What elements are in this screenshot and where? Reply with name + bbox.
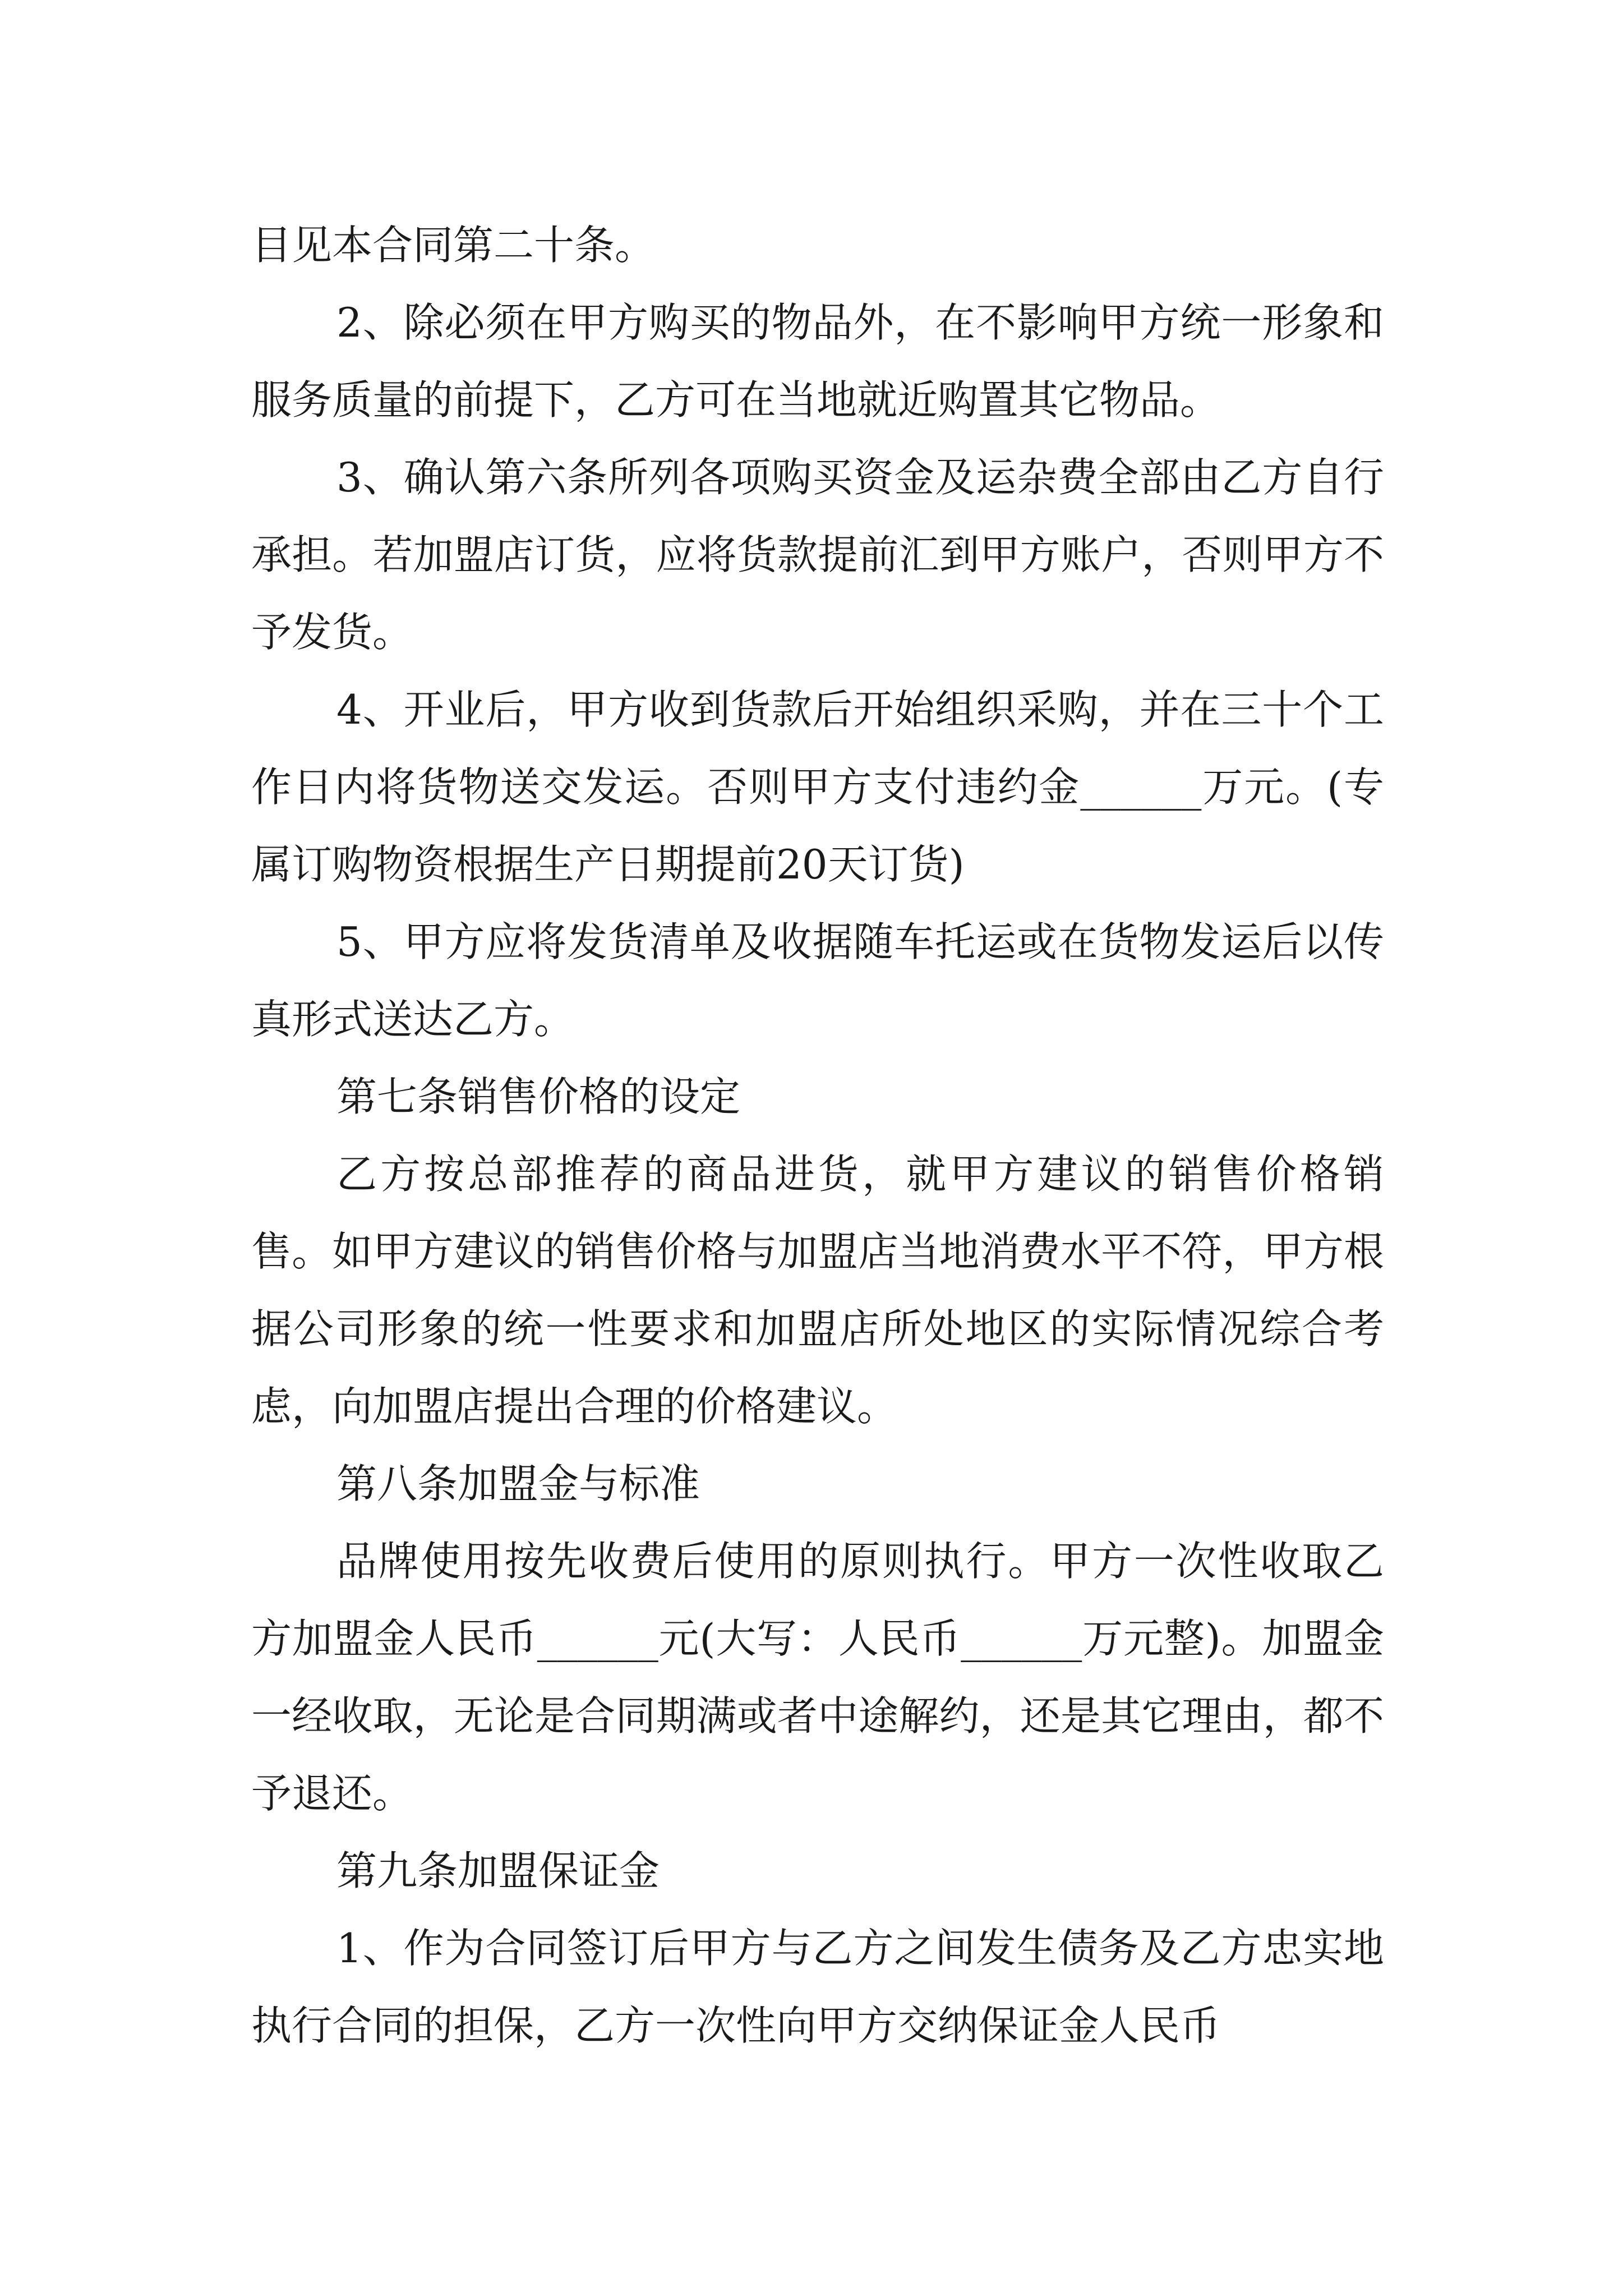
paragraph-continuation: 目见本合同第二十条。	[251, 222, 656, 269]
section-heading-article-8: 第八条加盟金与标准	[336, 1460, 700, 1507]
paragraph-item-2: 2、除必须在甲方购买的物品外，在不影响甲方统一形象和服务质量的前提下，乙方可在当地就近购置其它物品。	[251, 299, 1384, 424]
paragraph-item-4: 4、开业后，甲方收到货款后开始组织采购，并在三十个工作日内将货物送交发运。否则甲方支付违约金______万元。(专属订购物资根据生产日期提前20天订货)	[251, 686, 1384, 888]
document-body	[251, 206, 1384, 2064]
paragraph-article-7-body: 乙方按总部推荐的商品进货，就甲方建议的销售价格销售。如甲方建议的销售价格与加盟店当地消费水平不符，甲方根据公司形象的统一性要求和加盟店所处地区的实际情况综合考虑，向加盟店提出合理的价格建议。	[251, 1151, 1384, 1430]
paragraph-item-5: 5、甲方应将发货清单及收据随车托运或在货物发运后以传真形式送达乙方。	[251, 918, 1384, 1043]
paragraph-article-9-item-1: 1、作为合同签订后甲方与乙方之间发生债务及乙方忠实地执行合同的担保，乙方一次性向甲方交纳保证金人民币	[251, 1925, 1384, 2049]
section-heading-article-7: 第七条销售价格的设定	[336, 1073, 741, 1120]
paragraph-item-3: 3、确认第六条所列各项购买资金及运杂费全部由乙方自行承担。若加盟店订货，应将货款提前汇到甲方账户，否则甲方不予发货。	[251, 454, 1384, 656]
section-heading-article-9: 第九条加盟保证金	[336, 1847, 660, 1894]
paragraph-article-8-body: 品牌使用按先收费后使用的原则执行。甲方一次性收取乙方加盟金人民币______元(大写：人民币______万元整)。加盟金一经收取，无论是合同期满或者中途解约，还是其它理由，都不予退还。	[251, 1538, 1384, 1817]
